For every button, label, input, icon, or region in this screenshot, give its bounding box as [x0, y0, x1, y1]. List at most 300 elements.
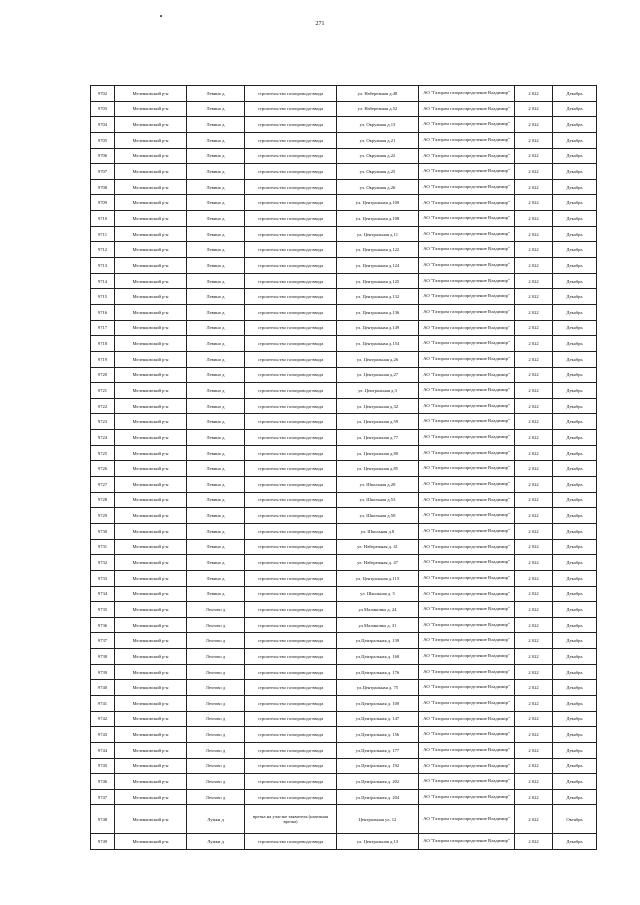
table-row: [91, 633, 597, 649]
cell-month: Декабрь: [553, 414, 597, 430]
cell-work-type: строительство газопровода-ввода: [245, 414, 337, 430]
cell-row-number: 9703: [91, 101, 115, 117]
table-row: [91, 477, 597, 493]
cell-district: Меленковский р-н: [115, 758, 187, 774]
cell-settlement: Левино д: [187, 586, 245, 602]
cell-month: Декабрь: [553, 711, 597, 727]
cell-month: Декабрь: [553, 383, 597, 399]
cell-organization: АО "Газпром газораспределение Владимир": [419, 226, 515, 242]
table-row: [91, 586, 597, 602]
table-row: [91, 742, 597, 758]
table-row: [91, 179, 597, 195]
cell-month: Декабрь: [553, 695, 597, 711]
cell-year: 2 022: [515, 508, 553, 524]
cell-district: Меленковский р-н: [115, 242, 187, 258]
cell-row-number: 9740: [91, 680, 115, 696]
cell-settlement: Левино д: [187, 320, 245, 336]
cell-work-type: строительство газопровода-ввода: [245, 101, 337, 117]
cell-settlement: Лужки д: [187, 834, 245, 850]
cell-district: Меленковский р-н: [115, 805, 187, 834]
cell-district: Меленковский р-н: [115, 602, 187, 618]
gasification-schedule-table: [90, 85, 597, 850]
cell-settlement: Левино д: [187, 555, 245, 571]
cell-district: Меленковский р-н: [115, 539, 187, 555]
cell-row-number: 9746: [91, 774, 115, 790]
cell-row-number: 9744: [91, 742, 115, 758]
cell-address: ул. Набережная д. 41: [337, 539, 419, 555]
table-row: [91, 774, 597, 790]
table-row: [91, 649, 597, 665]
cell-organization: АО "Газпром газораспределение Владимир": [419, 758, 515, 774]
cell-address: ул. Центральная д.154: [337, 336, 419, 352]
cell-settlement: Лехтово д: [187, 789, 245, 805]
cell-address: ул. Окружная д.13: [337, 117, 419, 133]
cell-row-number: 9705: [91, 132, 115, 148]
cell-address: ул. Центральная д.108: [337, 211, 419, 227]
cell-address: ул.Малиновка д. 24: [337, 602, 419, 618]
cell-work-type: строительство газопровода-ввода: [245, 742, 337, 758]
cell-district: Меленковский р-н: [115, 132, 187, 148]
cell-organization: АО "Газпром газораспределение Владимир": [419, 336, 515, 352]
cell-organization: АО "Газпром газораспределение Владимир": [419, 508, 515, 524]
cell-year: 2 022: [515, 383, 553, 399]
cell-address: ул.Центральная д. 202: [337, 774, 419, 790]
cell-year: 2 022: [515, 398, 553, 414]
cell-organization: АО "Газпром газораспределение Владимир": [419, 132, 515, 148]
cell-month: Декабрь: [553, 570, 597, 586]
cell-month: Декабрь: [553, 179, 597, 195]
cell-organization: АО "Газпром газораспределение Владимир": [419, 570, 515, 586]
cell-month: Декабрь: [553, 273, 597, 289]
cell-organization: АО "Газпром газораспределение Владимир": [419, 211, 515, 227]
cell-district: Меленковский р-н: [115, 711, 187, 727]
cell-organization: АО "Газпром газораспределение Владимир": [419, 117, 515, 133]
cell-month: Декабрь: [553, 86, 597, 102]
cell-address: ул. Центральная д.13: [337, 834, 419, 850]
cell-address: ул. Центральная д.32: [337, 398, 419, 414]
cell-settlement: Левино д: [187, 383, 245, 399]
cell-organization: АО "Газпром газораспределение Владимир": [419, 367, 515, 383]
cell-organization: АО "Газпром газораспределение Владимир": [419, 664, 515, 680]
cell-year: 2 022: [515, 680, 553, 696]
table-row: [91, 148, 597, 164]
cell-district: Меленковский р-н: [115, 774, 187, 790]
cell-row-number: 9704: [91, 117, 115, 133]
cell-district: Меленковский р-н: [115, 477, 187, 493]
cell-work-type: строительство газопровода-ввода: [245, 774, 337, 790]
cell-month: Декабрь: [553, 461, 597, 477]
cell-work-type: врезка на участке заявителя (наземная врезка): [245, 805, 337, 834]
cell-address: ул. Центральная д.85: [337, 461, 419, 477]
cell-work-type: строительство газопровода-ввода: [245, 304, 337, 320]
cell-address: ул.Центральная д. 139: [337, 633, 419, 649]
cell-organization: АО "Газпром газораспределение Владимир": [419, 242, 515, 258]
table-row: [91, 617, 597, 633]
cell-address: ул. Набережная д.48: [337, 86, 419, 102]
cell-work-type: строительство газопровода-ввода: [245, 508, 337, 524]
cell-address: ул.Центральная д. 147: [337, 711, 419, 727]
cell-address: ул. Центральная д.115: [337, 570, 419, 586]
cell-row-number: 9734: [91, 586, 115, 602]
cell-address: Центральная ул, 12: [337, 805, 419, 834]
cell-district: Меленковский р-н: [115, 633, 187, 649]
cell-month: Декабрь: [553, 132, 597, 148]
cell-organization: АО "Газпром газораспределение Владимир": [419, 727, 515, 743]
cell-month: Декабрь: [553, 320, 597, 336]
cell-row-number: 9742: [91, 711, 115, 727]
table-row: [91, 336, 597, 352]
cell-address: ул. Центральная д.136: [337, 304, 419, 320]
cell-month: Декабрь: [553, 477, 597, 493]
cell-settlement: Лехтово д: [187, 758, 245, 774]
cell-year: 2 022: [515, 774, 553, 790]
cell-address: ул.Центральная д. 176: [337, 664, 419, 680]
cell-address: ул. Центральная д.124: [337, 258, 419, 274]
cell-work-type: строительство газопровода-ввода: [245, 164, 337, 180]
cell-district: Меленковский р-н: [115, 695, 187, 711]
cell-organization: АО "Газпром газораспределение Владимир": [419, 351, 515, 367]
cell-month: Декабрь: [553, 211, 597, 227]
cell-district: Меленковский р-н: [115, 680, 187, 696]
cell-month: Декабрь: [553, 586, 597, 602]
cell-organization: АО "Газпром газораспределение Владимир": [419, 101, 515, 117]
cell-organization: АО "Газпром газораспределение Владимир": [419, 304, 515, 320]
cell-settlement: Левино д: [187, 258, 245, 274]
cell-work-type: строительство газопровода-ввода: [245, 633, 337, 649]
cell-row-number: 9706: [91, 148, 115, 164]
cell-work-type: строительство газопровода-ввода: [245, 695, 337, 711]
cell-work-type: строительство газопровода-ввода: [245, 148, 337, 164]
cell-settlement: Левино д: [187, 570, 245, 586]
cell-row-number: 9732: [91, 555, 115, 571]
cell-organization: АО "Газпром газораспределение Владимир": [419, 273, 515, 289]
cell-row-number: 9714: [91, 273, 115, 289]
cell-month: Декабрь: [553, 117, 597, 133]
cell-year: 2 022: [515, 461, 553, 477]
page-number: 271: [315, 21, 325, 27]
table-row: [91, 805, 597, 834]
cell-row-number: 9715: [91, 289, 115, 305]
cell-address: ул. Окружная д.21: [337, 132, 419, 148]
cell-settlement: Лехтово д: [187, 602, 245, 618]
cell-settlement: Лехтово д: [187, 680, 245, 696]
cell-row-number: 9711: [91, 226, 115, 242]
cell-month: Декабрь: [553, 523, 597, 539]
cell-district: Меленковский р-н: [115, 304, 187, 320]
cell-work-type: строительство газопровода-ввода: [245, 132, 337, 148]
cell-organization: АО "Газпром газораспределение Владимир": [419, 164, 515, 180]
table-row: [91, 727, 597, 743]
cell-row-number: 9739: [91, 664, 115, 680]
cell-row-number: 9730: [91, 523, 115, 539]
table-row: [91, 117, 597, 133]
cell-row-number: 9724: [91, 430, 115, 446]
cell-address: ул. Центральная д.100: [337, 195, 419, 211]
cell-year: 2 022: [515, 226, 553, 242]
cell-year: 2 022: [515, 101, 553, 117]
cell-district: Меленковский р-н: [115, 320, 187, 336]
cell-month: Декабрь: [553, 758, 597, 774]
table-row: [91, 711, 597, 727]
cell-year: 2 022: [515, 86, 553, 102]
cell-address: ул. Школьная д.58: [337, 508, 419, 524]
cell-year: 2 022: [515, 117, 553, 133]
table-row: [91, 430, 597, 446]
cell-month: Декабрь: [553, 304, 597, 320]
cell-work-type: строительство газопровода-ввода: [245, 758, 337, 774]
cell-row-number: 9736: [91, 617, 115, 633]
cell-month: Декабрь: [553, 680, 597, 696]
cell-work-type: строительство газопровода-ввода: [245, 445, 337, 461]
cell-district: Меленковский р-н: [115, 586, 187, 602]
cell-district: Меленковский р-н: [115, 508, 187, 524]
cell-row-number: 9708: [91, 179, 115, 195]
cell-work-type: строительство газопровода-ввода: [245, 711, 337, 727]
cell-settlement: Левино д: [187, 289, 245, 305]
cell-month: Октябрь: [553, 805, 597, 834]
cell-address: ул.Центральная д. 168: [337, 649, 419, 665]
cell-year: 2 022: [515, 414, 553, 430]
cell-row-number: 9710: [91, 211, 115, 227]
cell-work-type: строительство газопровода-ввода: [245, 477, 337, 493]
cell-row-number: 9712: [91, 242, 115, 258]
cell-row-number: 9748: [91, 805, 115, 834]
cell-settlement: Лехтово д: [187, 695, 245, 711]
cell-row-number: 9733: [91, 570, 115, 586]
cell-district: Меленковский р-н: [115, 336, 187, 352]
cell-work-type: строительство газопровода-ввода: [245, 649, 337, 665]
cell-address: ул. Центральная д.132: [337, 289, 419, 305]
cell-address: ул. Окружная д.22: [337, 148, 419, 164]
cell-district: Меленковский р-н: [115, 445, 187, 461]
cell-organization: АО "Газпром газораспределение Владимир": [419, 258, 515, 274]
cell-settlement: Лехтово д: [187, 774, 245, 790]
cell-organization: АО "Газпром газораспределение Владимир": [419, 523, 515, 539]
cell-month: Декабрь: [553, 367, 597, 383]
cell-district: Меленковский р-н: [115, 179, 187, 195]
cell-settlement: Лехтово д: [187, 633, 245, 649]
cell-year: 2 022: [515, 320, 553, 336]
table-row: [91, 492, 597, 508]
cell-work-type: строительство газопровода-ввода: [245, 539, 337, 555]
cell-work-type: строительство газопровода-ввода: [245, 523, 337, 539]
table-row: [91, 195, 597, 211]
cell-settlement: Левино д: [187, 492, 245, 508]
cell-organization: АО "Газпром газораспределение Владимир": [419, 195, 515, 211]
cell-address: ул.Малиновка д. 31: [337, 617, 419, 633]
cell-organization: АО "Газпром газораспределение Владимир": [419, 148, 515, 164]
cell-settlement: Левино д: [187, 461, 245, 477]
cell-row-number: 9720: [91, 367, 115, 383]
cell-organization: АО "Газпром газораспределение Владимир": [419, 649, 515, 665]
cell-year: 2 022: [515, 164, 553, 180]
table-row: [91, 86, 597, 102]
cell-year: 2 022: [515, 289, 553, 305]
cell-district: Меленковский р-н: [115, 570, 187, 586]
cell-settlement: Левино д: [187, 477, 245, 493]
cell-month: Декабрь: [553, 336, 597, 352]
cell-work-type: строительство газопровода-ввода: [245, 117, 337, 133]
table-row: [91, 834, 597, 850]
cell-organization: АО "Газпром газораспределение Владимир": [419, 414, 515, 430]
cell-row-number: 9702: [91, 86, 115, 102]
table-row: [91, 320, 597, 336]
cell-year: 2 022: [515, 367, 553, 383]
cell-work-type: строительство газопровода-ввода: [245, 570, 337, 586]
table-row: [91, 602, 597, 618]
cell-year: 2 022: [515, 273, 553, 289]
cell-month: Декабрь: [553, 742, 597, 758]
cell-work-type: строительство газопровода-ввода: [245, 211, 337, 227]
cell-settlement: Левино д: [187, 273, 245, 289]
cell-row-number: 9719: [91, 351, 115, 367]
cell-row-number: 9735: [91, 602, 115, 618]
cell-work-type: строительство газопровода-ввода: [245, 179, 337, 195]
cell-year: 2 022: [515, 742, 553, 758]
cell-address: ул. Центральная д.11: [337, 226, 419, 242]
cell-settlement: Левино д: [187, 304, 245, 320]
cell-month: Декабрь: [553, 633, 597, 649]
cell-row-number: 9741: [91, 695, 115, 711]
cell-district: Меленковский р-н: [115, 414, 187, 430]
table-row: [91, 367, 597, 383]
cell-settlement: Левино д: [187, 226, 245, 242]
cell-organization: АО "Газпром газораспределение Владимир": [419, 445, 515, 461]
cell-work-type: строительство газопровода-ввода: [245, 555, 337, 571]
table-row: [91, 523, 597, 539]
table-row: [91, 508, 597, 524]
cell-district: Меленковский р-н: [115, 727, 187, 743]
cell-organization: АО "Газпром газораспределение Владимир": [419, 774, 515, 790]
cell-organization: АО "Газпром газораспределение Владимир": [419, 539, 515, 555]
cell-settlement: Левино д: [187, 86, 245, 102]
cell-district: Меленковский р-н: [115, 211, 187, 227]
cell-year: 2 022: [515, 570, 553, 586]
cell-year: 2 022: [515, 351, 553, 367]
table-row: [91, 164, 597, 180]
cell-work-type: строительство газопровода-ввода: [245, 789, 337, 805]
cell-district: Меленковский р-н: [115, 86, 187, 102]
cell-year: 2 022: [515, 758, 553, 774]
cell-row-number: 9725: [91, 445, 115, 461]
table-row: [91, 539, 597, 555]
cell-organization: АО "Газпром газораспределение Владимир": [419, 289, 515, 305]
cell-row-number: 9718: [91, 336, 115, 352]
cell-row-number: 9721: [91, 383, 115, 399]
cell-district: Меленковский р-н: [115, 101, 187, 117]
cell-year: 2 022: [515, 711, 553, 727]
cell-year: 2 022: [515, 336, 553, 352]
cell-year: 2 022: [515, 445, 553, 461]
cell-address: ул. Окружная д.26: [337, 179, 419, 195]
cell-district: Меленковский р-н: [115, 258, 187, 274]
cell-month: Декабрь: [553, 445, 597, 461]
cell-settlement: Левино д: [187, 164, 245, 180]
cell-settlement: Левино д: [187, 539, 245, 555]
table-row: [91, 570, 597, 586]
cell-organization: АО "Газпром газораспределение Владимир": [419, 383, 515, 399]
table-row: [91, 258, 597, 274]
cell-address: ул. Центральная д.77: [337, 430, 419, 446]
cell-year: 2 022: [515, 195, 553, 211]
cell-district: Меленковский р-н: [115, 789, 187, 805]
cell-settlement: Лужки д: [187, 805, 245, 834]
cell-settlement: Левино д: [187, 195, 245, 211]
cell-work-type: строительство газопровода-ввода: [245, 226, 337, 242]
cell-year: 2 022: [515, 492, 553, 508]
cell-district: Меленковский р-н: [115, 555, 187, 571]
cell-settlement: Лехтово д: [187, 711, 245, 727]
cell-work-type: строительство газопровода-ввода: [245, 492, 337, 508]
cell-district: Меленковский р-н: [115, 273, 187, 289]
cell-address: ул.Центральная д. 192: [337, 758, 419, 774]
table-row: [91, 211, 597, 227]
cell-work-type: строительство газопровода-ввода: [245, 834, 337, 850]
cell-organization: АО "Газпром газораспределение Владимир": [419, 477, 515, 493]
cell-address: ул.Центральная д. 177: [337, 742, 419, 758]
cell-row-number: 9723: [91, 414, 115, 430]
cell-address: ул. Школьная д. 5: [337, 586, 419, 602]
cell-organization: АО "Газпром газораспределение Владимир": [419, 805, 515, 834]
cell-organization: АО "Газпром газораспределение Владимир": [419, 586, 515, 602]
cell-address: ул. Набережная д. 47: [337, 555, 419, 571]
cell-row-number: 9743: [91, 727, 115, 743]
cell-settlement: Лехтово д: [187, 649, 245, 665]
cell-month: Декабрь: [553, 101, 597, 117]
cell-work-type: строительство газопровода-ввода: [245, 195, 337, 211]
cell-settlement: Левино д: [187, 101, 245, 117]
cell-month: Декабрь: [553, 398, 597, 414]
cell-organization: АО "Газпром газораспределение Владимир": [419, 430, 515, 446]
cell-work-type: строительство газопровода-ввода: [245, 273, 337, 289]
cell-work-type: строительство газопровода-ввода: [245, 320, 337, 336]
cell-settlement: Левино д: [187, 414, 245, 430]
cell-district: Меленковский р-н: [115, 367, 187, 383]
cell-month: Декабрь: [553, 539, 597, 555]
cell-row-number: 9728: [91, 492, 115, 508]
cell-year: 2 022: [515, 649, 553, 665]
cell-district: Меленковский р-н: [115, 834, 187, 850]
cell-row-number: 9713: [91, 258, 115, 274]
cell-work-type: строительство газопровода-ввода: [245, 289, 337, 305]
cell-row-number: 9716: [91, 304, 115, 320]
table-row: [91, 445, 597, 461]
cell-work-type: строительство газопровода-ввода: [245, 336, 337, 352]
cell-address: ул. Центральная д.125: [337, 273, 419, 289]
table-row: [91, 695, 597, 711]
cell-work-type: строительство газопровода-ввода: [245, 398, 337, 414]
cell-settlement: Лехтово д: [187, 664, 245, 680]
cell-month: Декабрь: [553, 774, 597, 790]
cell-address: ул. Школьная д.8: [337, 523, 419, 539]
cell-settlement: Левино д: [187, 148, 245, 164]
cell-district: Меленковский р-н: [115, 383, 187, 399]
table-body: [91, 86, 597, 850]
table-row: [91, 414, 597, 430]
cell-settlement: Левино д: [187, 445, 245, 461]
cell-address: ул. Центральная д.122: [337, 242, 419, 258]
cell-row-number: 9707: [91, 164, 115, 180]
cell-month: Декабрь: [553, 789, 597, 805]
table-row: [91, 789, 597, 805]
cell-district: Меленковский р-н: [115, 492, 187, 508]
cell-district: Меленковский р-н: [115, 430, 187, 446]
cell-address: ул. Центральная д.3: [337, 383, 419, 399]
cell-district: Меленковский р-н: [115, 617, 187, 633]
cell-month: Декабрь: [553, 834, 597, 850]
cell-work-type: строительство газопровода-ввода: [245, 383, 337, 399]
cell-work-type: строительство газопровода-ввода: [245, 86, 337, 102]
